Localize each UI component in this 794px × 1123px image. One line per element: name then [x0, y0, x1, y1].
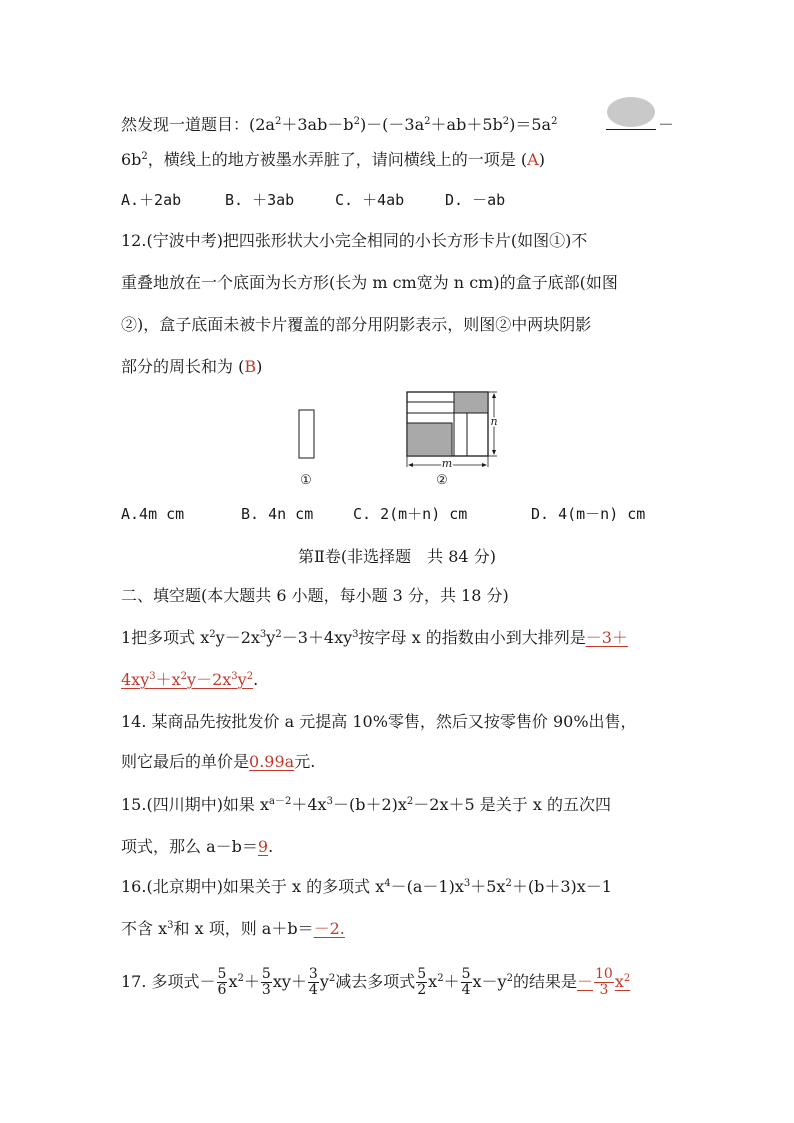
q17-answer: － $\frac{10}{3}$ $x^2$: [576, 966, 631, 998]
n-label: n: [490, 415, 498, 428]
fraction: $\frac{5}{3}$: [261, 966, 271, 998]
fraction: $\frac{5}{2}$: [417, 966, 427, 998]
q11-text: 然发现一道题目：(2a: [121, 115, 275, 134]
section-title: 第Ⅱ卷(非选择题 共 84 分): [298, 547, 496, 566]
q16-line2: 不含 $x^3$和 x 项，则 a＋b＝－2.: [121, 919, 345, 938]
q12-line2: 重叠地放在一个底面为长方形(长为 m cm宽为 n cm)的盒子底部(如图: [121, 273, 618, 292]
q11-options: [121, 190, 506, 210]
option-b: B. ＋3ab: [225, 191, 295, 209]
option-d: D. 4(m－n) cm: [531, 505, 646, 523]
fraction: $\frac{5}{4}$: [461, 966, 471, 998]
q11-answer: A: [527, 150, 539, 169]
q13-answer-part2: $4xy^3+x^2y-2x^3y^2$: [121, 670, 254, 689]
q12-line4: 部分的周长和为 (B): [121, 357, 263, 376]
q15-answer: 9: [257, 837, 269, 856]
option-b: B. 4n cm: [241, 505, 314, 523]
q16-line1: 16.(北京期中)如果关于 x 的多项式 $x^4-(a-1)x^3+5x^2+(b+3)x-1$: [121, 877, 612, 896]
q15-line2: 项式，那么 a－b＝9.: [121, 837, 274, 856]
q14-answer: 0.99a: [249, 752, 295, 771]
option-a: A.＋2ab: [121, 191, 182, 209]
m-label: m: [441, 457, 453, 470]
option-d: D. －ab: [445, 191, 506, 209]
shaded-region-bottom: [407, 423, 452, 456]
q11-line1: 然发现一道题目：$(2a^2+3ab-b^2)-(-3a^2+ab+5b^2)=5a^2$: [121, 115, 558, 134]
fraction: $\frac{3}{4}$: [308, 966, 318, 998]
option-c: C. ＋4ab: [335, 191, 405, 209]
q15-line1: 15.(四川期中)如果 $x^{a-2}+4x^3-(b+2)x^2-2x+5$ 是关于 x 的五次四: [121, 795, 611, 814]
shaded-region-top: [454, 392, 488, 413]
q17-line: 17. 多项式－ $\frac{5}{6}$ $x^2+$ $\frac{5}{3}$ xy＋ $\frac{3}{4}$ $y^2$减去多项式 $\frac{5}{2}$ $x^2+$ $\frac{5}{4}$ $x-y^2$的结果是－ $\frac{10}{3}$ $x^2$: [121, 966, 631, 998]
figure2-label: ②: [436, 473, 448, 488]
q12-line1: 12.(宁波中考)把四张形状大小完全相同的小长方形卡片(如图①)不: [121, 231, 588, 250]
answer-fraction: $\frac{10}{3}$: [595, 966, 613, 998]
option-c: C. 2(m＋n) cm: [353, 505, 468, 523]
q13-line1: 1把多项式 $x^2y-2x^3y^2-3+4xy^3$按字母 x 的指数由小到大排列是－3＋: [121, 628, 628, 647]
q11-line2: $6b^2$，横线上的地方被墨水弄脏了，请问横线上的一项是 (A): [121, 150, 545, 169]
figure1-label: ①: [300, 473, 312, 488]
part2-heading: 二、填空题(本大题共 6 小题，每小题 3 分，共 18 分): [121, 586, 509, 605]
q13-answer-part1: －3＋: [585, 628, 628, 647]
card-rectangle: [299, 410, 314, 458]
ink-blot: [607, 97, 655, 127]
q12-line3: ②)，盒子底面未被卡片覆盖的部分用阴影表示，则图②中两块阴影: [121, 315, 592, 334]
fraction: $\frac{5}{6}$: [217, 966, 227, 998]
answer-blank: [606, 129, 656, 130]
q13-line2: $4xy^3+x^2y-2x^3y^2$.: [121, 670, 259, 689]
option-a: A.4m cm: [121, 505, 185, 523]
q14-line2: 则它最后的单价是0.99a元.: [121, 752, 316, 771]
q12-answer: B: [244, 357, 257, 376]
q14-line1: 14. 某商品先按批发价 a 元提高 10%零售，然后又按零售价 90%出售，: [121, 712, 637, 731]
q12-figure: [290, 385, 510, 490]
q16-answer: －2.: [313, 919, 345, 938]
q11-line1-end: －: [658, 115, 675, 134]
q12-options: [121, 504, 646, 524]
